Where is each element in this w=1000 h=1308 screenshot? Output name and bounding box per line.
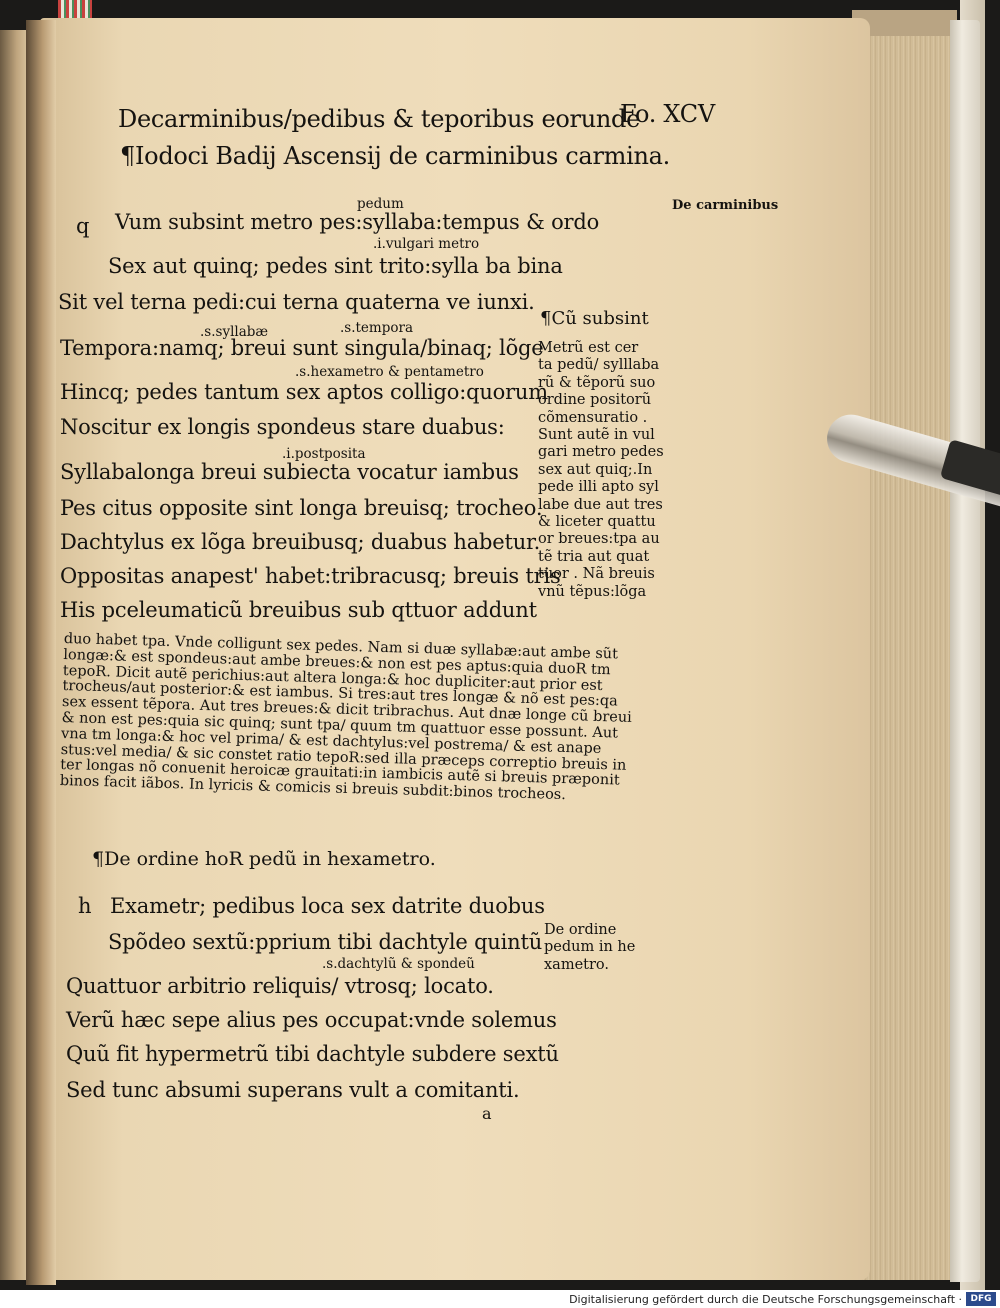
verse-line: Hincq; pedes tantum sex aptos colligo:quorum	[60, 380, 548, 404]
margin-note: Metrũ est cer ta pedũ/ sylllaba rũ & tẽporũ suo ordine positorũ cõmensuratio . Sunt autẽ in vul gari metro pedes sex aut quiq;.In pede illi apto syl labe due aut tres & liceter quattu or breues:tpa au tẽ tria aut quat tuor . Nã breuis vnũ tẽpus:lõga	[538, 340, 664, 600]
paragraph-mark-icon: ¶	[120, 142, 135, 170]
dfg-logo: DFG	[966, 1292, 996, 1306]
commentary-paragraph: duo habet tpa. Vnde colligunt sex pedes. Nam si duæ syllabæ:aut ambe sũt longæ:& est spondeus:aut ambe breues:& non est pes aptus:quia duoR tm tepoR. Dicit autẽ perichius:aut altera longa:& hoc dupliciter:aut prior est trocheus/aut posterior:& est iambus. Si tres:aut tres longæ & nõ est pes:qa sex essent tẽpora. Aut tres breues:& dicit tribrachus. Aut dnæ longe cũ breui & non est pes:quia sic quinq; sunt tpa/ quum tm quattuor esse possunt. Aut vna tm longa:& hoc vel prima/ & est dachtylus:vel postrema/ & est anape stus:vel media/ & sic constet ratio tepoR:sed illa præceps correptio breuis in ter longas nõ conuenit heroicæ grauitati:in iambicis autẽ si breuis præponit binos facit iãbos. In lyricis & comicis si breuis subdit:binos trocheos.	[59, 631, 633, 804]
verse-line: His pceleumaticũ breuibus sub qttuor addunt	[60, 598, 537, 622]
verse-line: Spõdeo sextũ:pprium tibi dachtyle quintũ	[108, 930, 543, 954]
page-title: ¶Iodoci Badij Ascensij de carminibus carmina.	[120, 142, 670, 170]
running-title: Decarminibus/pedibus & teporibus eorunde	[118, 105, 641, 133]
verse-line: Tempora:namq; breui sunt singula/binaq; lõge	[60, 336, 544, 360]
gloss-vulgari: .i.vulgari metro	[373, 236, 480, 252]
verse-line: Pes citus opposite sint longa breuisq; trocheo.	[60, 496, 543, 520]
margin-cum-subsint: ¶Cũ subsint	[540, 308, 649, 329]
verse-line: Exametr; pedibus loca sex datrite duobus	[110, 894, 545, 918]
verse-line: Oppositas anapest' habet:tribracusq; breuis tris	[60, 564, 561, 588]
book-gutter	[26, 20, 56, 1285]
verse-line: Sex aut quinq; pedes sint trito:sylla ba bina	[108, 254, 563, 278]
initial-letter: q	[76, 214, 90, 238]
gloss-syllabae: .s.syllabæ	[200, 324, 269, 340]
verse-line: Verũ hæc sepe alius pes occupat:vnde solemus	[66, 1008, 557, 1032]
verse-line: Sed tunc absumi superans vult a comitanti.	[66, 1078, 520, 1102]
paragraph-mark-icon: ¶	[540, 308, 552, 329]
verse-line: Quũ fit hypermetrũ tibi dachtyle subdere sextũ	[66, 1042, 559, 1066]
verse-line: Syllabalonga breui subiecta vocatur iambus	[60, 460, 519, 484]
gloss-hexametro: .s.hexametro & pentametro	[295, 364, 484, 380]
folio-number: Fo. XCV	[620, 100, 715, 128]
footer-credit: Digitalisierung gefördert durch die Deutsche Forschungsgemeinschaft ·	[569, 1293, 962, 1306]
verse-line: Sit vel terna pedi:cui terna quaterna ve iunxi.	[58, 290, 535, 314]
margin-running-head: De carminibus	[672, 198, 779, 213]
book-cover	[950, 20, 980, 1282]
verse-line: Quattuor arbitrio reliquis/ vtrosq; locato.	[66, 974, 494, 998]
gloss-pedum: pedum	[357, 196, 404, 212]
left-page-edge	[0, 30, 28, 1280]
verse-line: Dachtylus ex lõga breuibusq; duabus habetur.	[60, 530, 541, 554]
paragraph-mark-icon: ¶	[92, 848, 105, 870]
margin-note: De ordine pedum in he xametro.	[544, 922, 636, 973]
gloss-postposita: .i.postposita	[282, 446, 366, 462]
section-heading: ¶De ordine hoR pedũ in hexametro.	[92, 848, 436, 870]
signature-mark: a	[482, 1104, 492, 1123]
gloss-tempora: .s.tempora	[340, 320, 413, 336]
initial-letter: h	[78, 894, 92, 918]
gloss-dachtylu: .s.dachtylũ & spondeũ	[322, 956, 475, 972]
verse-line: Noscitur ex longis spondeus stare duabus:	[60, 415, 505, 439]
verse-line: Vum subsint metro pes:syllaba:tempus & ordo	[115, 210, 600, 234]
